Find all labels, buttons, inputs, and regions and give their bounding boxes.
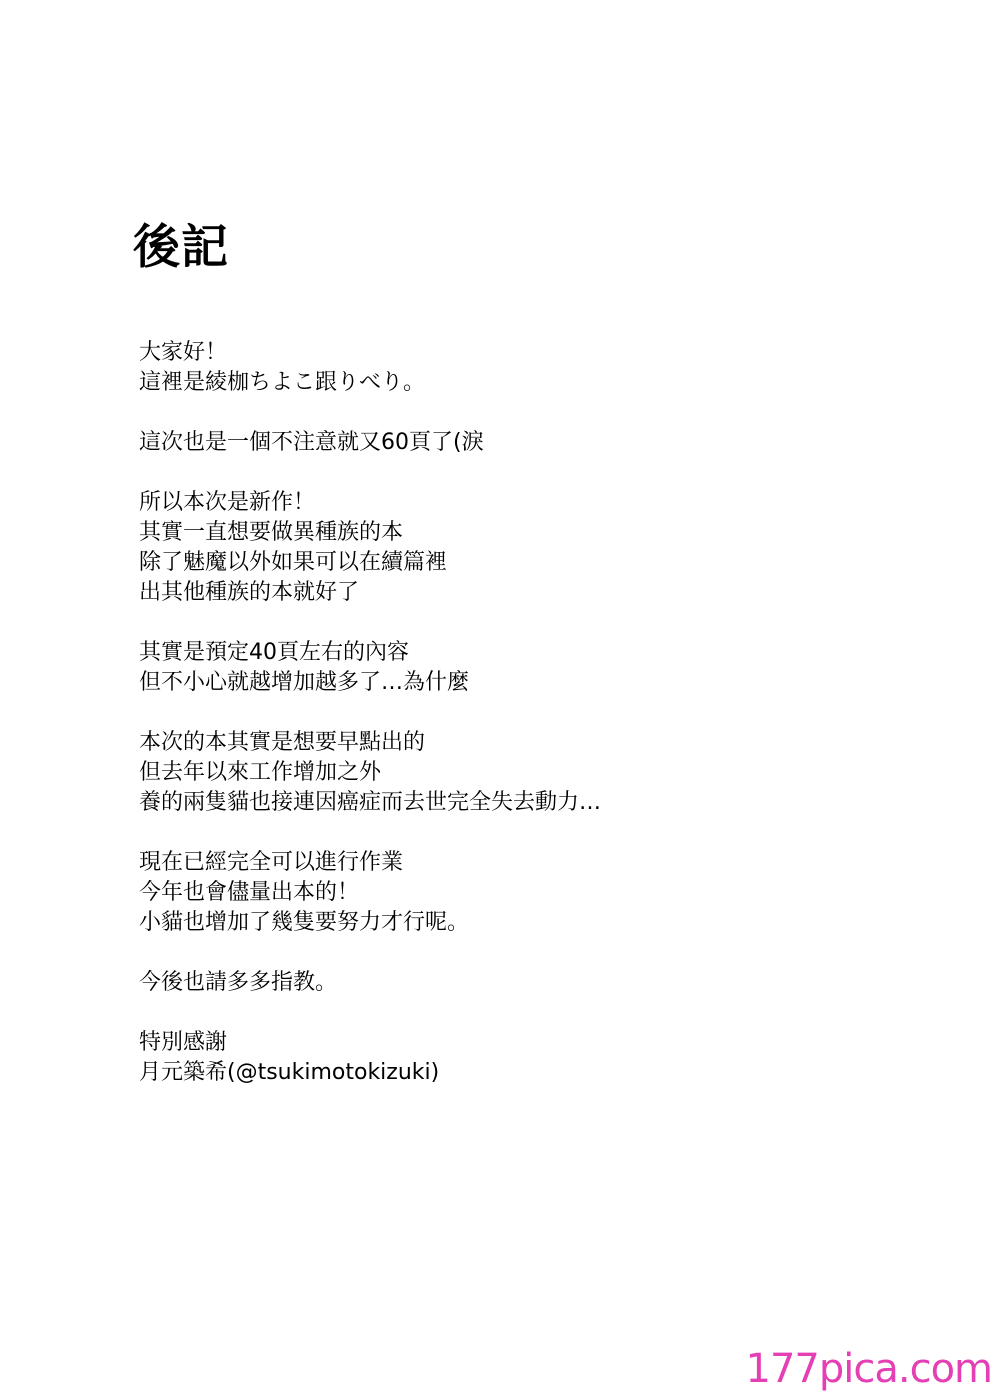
text-line: 這裡是綾枷ちよこ跟りべり。 <box>139 370 426 395</box>
paragraph-planned-pages <box>139 638 739 698</box>
paragraph-closing <box>139 968 739 998</box>
paragraph-greeting <box>139 338 739 398</box>
text-line: 其實是預定40頁左右的內容 <box>139 640 409 665</box>
paragraph-page-count <box>139 428 739 458</box>
text-line: 所以本次是新作！ <box>139 490 316 515</box>
text-line: 大家好！ <box>139 340 228 365</box>
paragraph-new-work <box>139 488 739 608</box>
text-line: 出其他種族的本就好了 <box>139 580 360 605</box>
text-line: 今後也請多多指教。 <box>139 970 338 995</box>
text-line: 今年也會儘量出本的！ <box>139 880 360 905</box>
text-line: 養的兩隻貓也接連因癌症而去世完全失去動力… <box>139 790 602 815</box>
paragraph-delay <box>139 728 739 818</box>
paragraph-current-status <box>139 848 739 938</box>
paragraph-thanks <box>139 1028 739 1088</box>
text-line: 特別感謝 <box>139 1030 228 1055</box>
text-line: 其實一直想要做異種族的本 <box>139 520 404 545</box>
site-watermark: 177pica.com <box>745 1346 992 1392</box>
text-line: 但去年以來工作增加之外 <box>139 760 382 785</box>
text-line: 本次的本其實是想要早點出的 <box>139 730 426 755</box>
text-line: 小貓也增加了幾隻要努力才行呢。 <box>139 910 470 935</box>
text-line: 這次也是一個不注意就又60頁了(淚 <box>139 430 484 455</box>
page-title: 後記 <box>133 220 229 275</box>
text-line: 但不小心就越增加越多了…為什麼 <box>139 670 470 695</box>
text-line: 除了魅魔以外如果可以在續篇裡 <box>139 550 448 575</box>
text-line: 現在已經完全可以進行作業 <box>139 850 404 875</box>
text-line: 月元築希(@tsukimotokizuki) <box>139 1060 440 1085</box>
afterword-body <box>139 338 739 1118</box>
